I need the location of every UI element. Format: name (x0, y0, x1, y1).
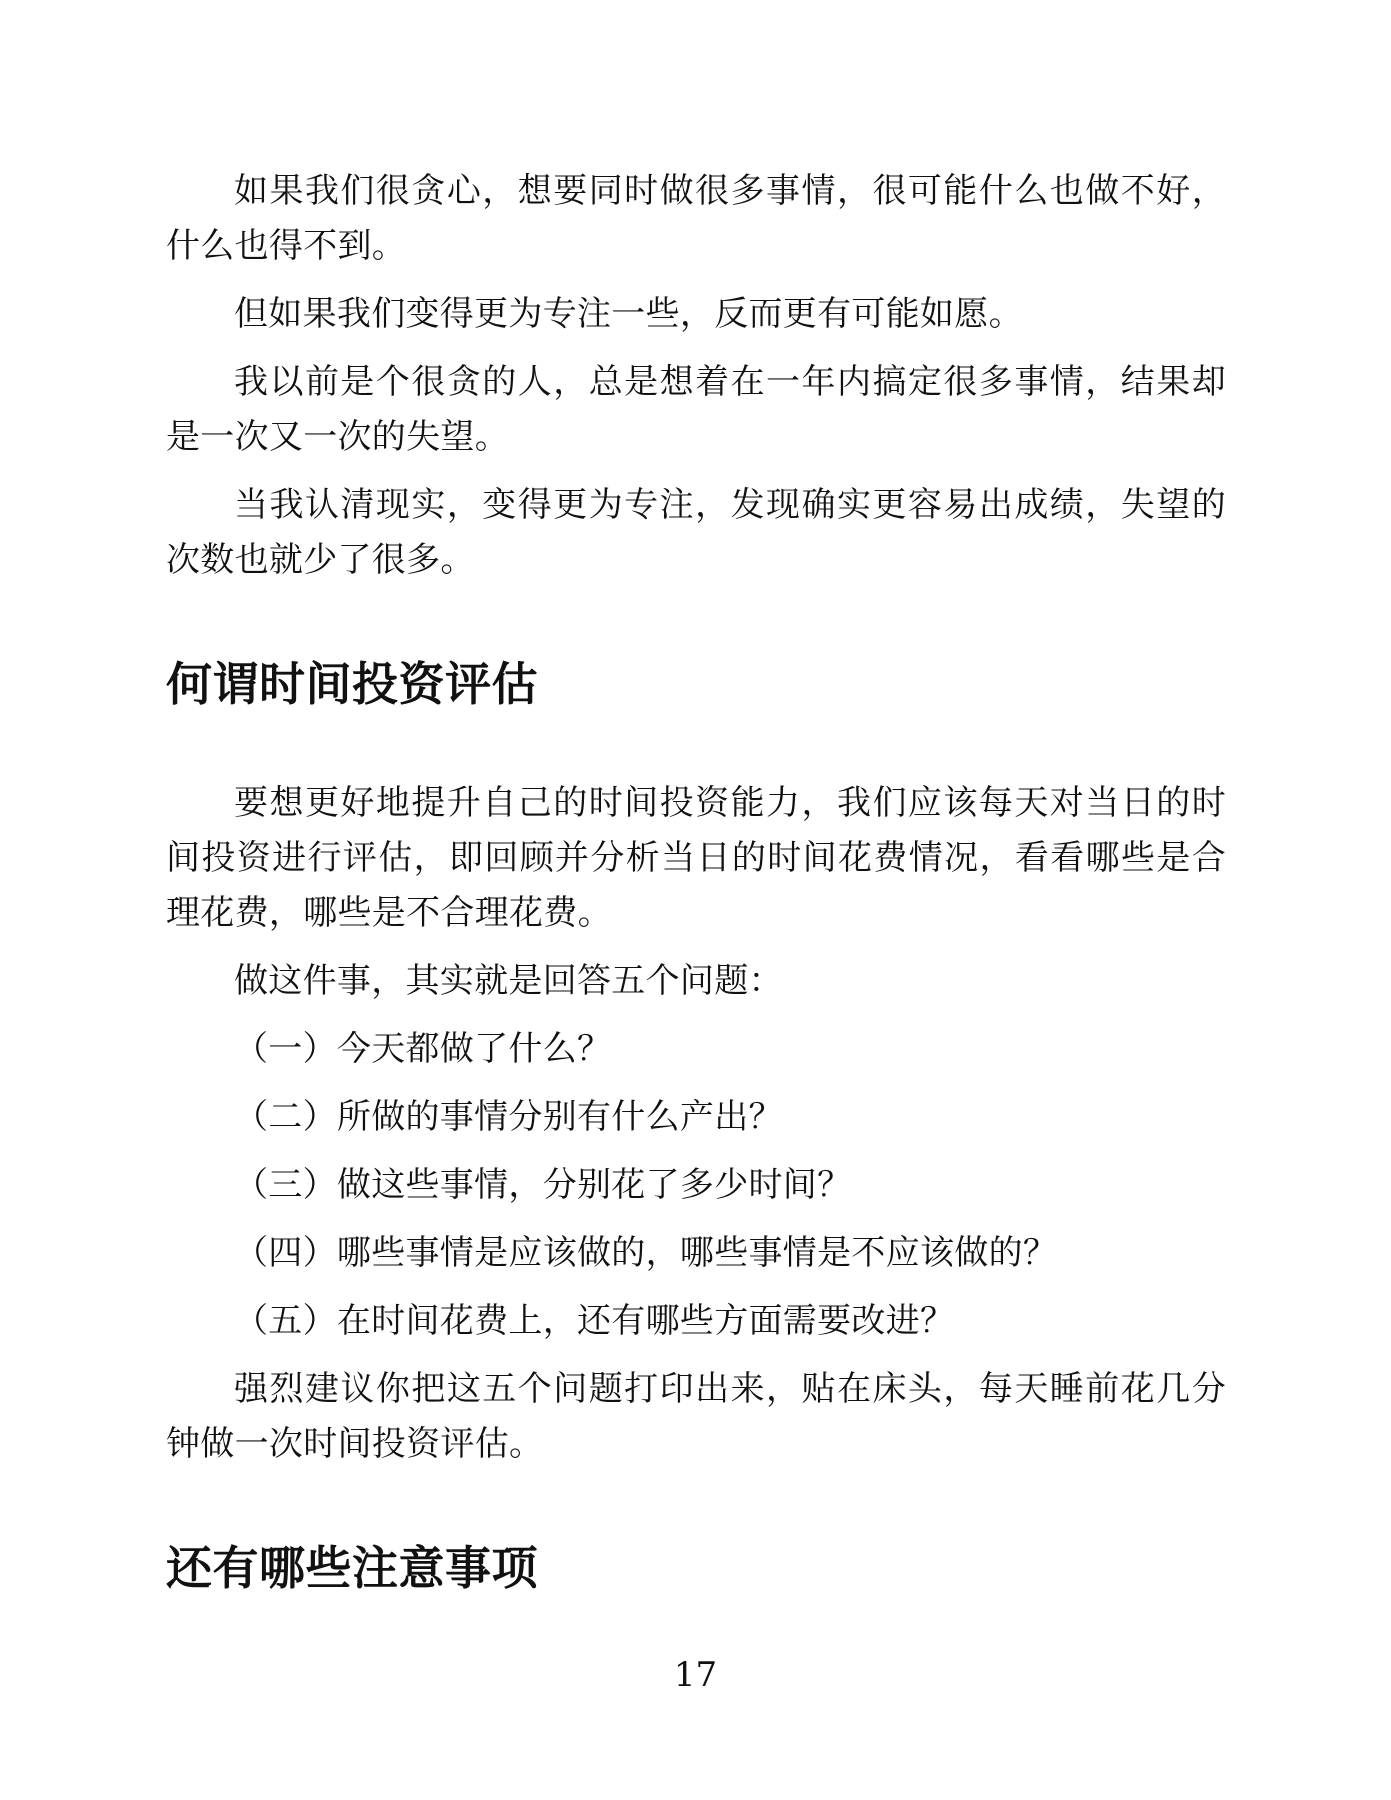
paragraph-recommendation: 强烈建议你把这五个问题打印出来，贴在床头，每天睡前花几分钟做一次时间投资评估。 (166, 1369, 1226, 1464)
paragraph-five-questions-lead: 做这件事，其实就是回答五个问题： (234, 961, 783, 1001)
question-list (166, 1022, 1226, 1349)
paragraph-focus: 但如果我们变得更为专注一些，反而更有可能如愿。 (234, 294, 1023, 334)
question-item-1: （一）今天都做了什么？ (234, 1029, 612, 1069)
paragraph-reality: 当我认清现实，变得更为专注，发现确实更容易出成绩，失望的次数也就少了很多。 (166, 485, 1226, 580)
page-number: 17 (673, 1655, 718, 1695)
question-item-3: （三）做这些事情，分别花了多少时间？ (234, 1165, 852, 1205)
paragraph-evaluation-intro: 要想更好地提升自己的时间投资能力，我们应该每天对当日的时间投资进行评估，即回顾并分析当日的时间花费情况，看看哪些是合理花费，哪些是不合理花费。 (166, 783, 1226, 933)
page-content (166, 164, 1226, 1598)
paragraph-past-self: 我以前是个很贪的人，总是想着在一年内搞定很多事情，结果却是一次又一次的失望。 (166, 362, 1226, 457)
question-item-5: （五）在时间花费上，还有哪些方面需要改进？ (234, 1301, 955, 1341)
question-item-2: （二）所做的事情分别有什么产出？ (234, 1097, 783, 1137)
question-item-4: （四）哪些事情是应该做的，哪些事情是不应该做的？ (234, 1233, 1058, 1273)
section-heading-notes: 还有哪些注意事项 (166, 1541, 538, 1595)
section-heading-time-investment-evaluation: 何谓时间投资评估 (166, 657, 538, 711)
paragraph-greed: 如果我们很贪心，想要同时做很多事情，很可能什么也做不好，什么也得不到。 (166, 171, 1226, 266)
